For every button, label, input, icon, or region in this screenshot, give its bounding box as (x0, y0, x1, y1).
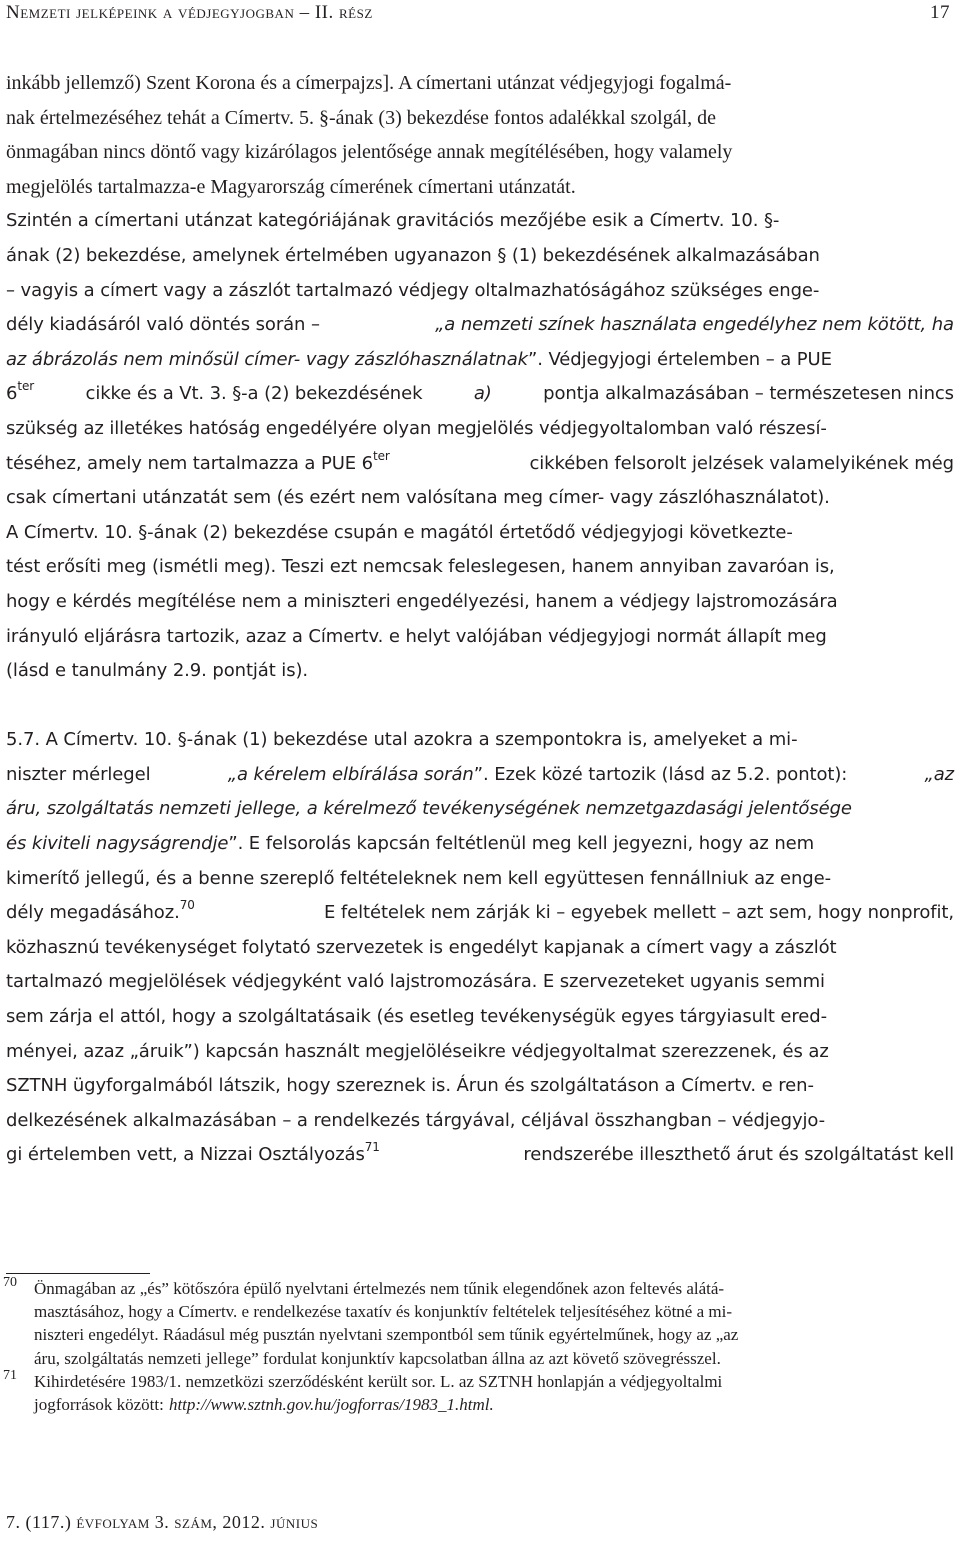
footnote-ref-70[interactable]: 70 (179, 898, 195, 913)
footnote-line (0, 1393, 954, 1416)
footnote-link[interactable]: http://www.sztnh.gov.hu/jogforras/1983_1.html. (168, 1394, 494, 1414)
text-span: niszter mérlegel (6, 763, 151, 785)
text-line (6, 239, 954, 274)
italic-quote: „a kérelem elbírálása során (227, 763, 474, 785)
text-line (6, 481, 954, 516)
text-span: önmagában nincs döntő vagy kizárólagos jelentősége annak megítélésében, hogy valamely (6, 141, 733, 164)
text-span: kimerítő jellegű, és a benne szereplő feltételeknek nem kell együttesen fennállniuk az enge- (6, 867, 831, 889)
text-span: irányuló eljárásra tartozik, azaz a Címertv. e helyt valójában védjegyjogi normát állapít meg (6, 625, 827, 647)
text-line (6, 654, 954, 689)
footnote-line (0, 1300, 954, 1323)
text-line (6, 585, 954, 620)
text-span: 5.7. A Címertv. 10. §-ának (1) bekezdése utal azokra a szempontokra is, amelyeket a mi- (6, 729, 798, 751)
issue-footer: 7. (117.) évfolyam 3. szám, 2012. június (6, 1512, 319, 1532)
text-line (6, 792, 954, 827)
text-span: szükség az illetékes hatóság engedélyére olyan megjelölés védjegyoltalomban való részesí- (6, 417, 827, 439)
footnote-number: 70 (3, 1275, 17, 1290)
text-line (6, 620, 954, 655)
text-line (6, 170, 954, 205)
italic-quote: „az (924, 763, 954, 785)
text-line (6, 1000, 954, 1035)
text-line (6, 516, 954, 551)
text-span: cikkében felsorolt jelzések valamelyikének még (529, 452, 954, 474)
text-span: dély kiadásáról való döntés során – (6, 314, 320, 336)
text-span: rendszerébe illeszthető árut és szolgáltatást kell (523, 1144, 954, 1166)
text-span: 6 (6, 383, 18, 405)
text-span: ”. Védjegyjogi értelemben – a PUE (527, 348, 832, 370)
text-span: (lásd e tanulmány 2.9. pontját is). (6, 660, 309, 682)
text-line (6, 274, 954, 309)
footnote-line (0, 1367, 954, 1393)
text-span: A Címertv. 10. §-ának (2) bekezdése csupán e magától értetődő védjegyjogi következte- (6, 521, 793, 543)
italic-quote: áru, szolgáltatás nemzeti jellege, a kérelmező tevékenységének nemzetgazdasági jelentősége (6, 798, 852, 820)
running-header (6, 2, 950, 30)
text-line (6, 447, 954, 482)
footnote-number: 71 (3, 1367, 17, 1383)
text-line (6, 723, 954, 758)
text-line (6, 204, 954, 239)
text-span: tést erősíti meg (ismétli meg). Teszi ezt nemcsak feleslegesen, hanem annyiban zavaróan is, (6, 556, 835, 578)
page-number: 17 (930, 2, 950, 23)
text-span: niszteri engedélyt. Ráadásul még pusztán nyelvtani szempontból sem tűnik egyértelműnek, hogy az „az (34, 1325, 739, 1345)
text-line (6, 758, 954, 793)
italic-quote: „a nemzeti színek használata engedélyhez nem kötött, ha (435, 314, 954, 336)
text-line (6, 550, 954, 585)
main-text (6, 66, 954, 1173)
italic-text: a) (473, 383, 492, 405)
text-line (6, 412, 954, 447)
text-span: Kihirdetésére 1983/1. nemzetközi szerződésként került sor. L. az SZTNH honlapján a védjegyoltalmi (34, 1371, 723, 1391)
text-span: hogy e kérdés megítélése nem a miniszteri engedélyezési, hanem a védjegy lajstromozására (6, 590, 838, 612)
text-line (6, 965, 954, 1000)
text-line (6, 827, 954, 862)
text-span: sem zárja el attól, hogy a szolgáltatásaik (és esetleg tevékenységük egyes tárgyiasult ered- (6, 1006, 827, 1028)
text-span: nak értelmezéséhez tehát a Címertv. 5. §-ának (3) bekezdése fontos adalékkal szolgál, de (6, 106, 717, 129)
text-span: ményei, azaz „áruik”) kapcsán használt megjelöléseikre védjegyoltalmat szerezzenek, és az (6, 1040, 829, 1062)
text-span: pontja alkalmazásában – természetesen nincs (543, 383, 954, 405)
text-span: SZTNH ügyforgalmából látszik, hogy szereznek is. Árun és szolgáltatáson a Címertv. e ren- (6, 1075, 814, 1097)
text-line (6, 1138, 954, 1173)
text-span: – vagyis a címert vagy a zászlót tartalmazó védjegy oltalmazhatóságához szükséges enge- (6, 279, 820, 301)
text-span: ának (2) bekezdése, amelynek értelmében ugyanazon § (1) bekezdésének alkalmazásában (6, 244, 820, 266)
footnote-ref-71[interactable]: 71 (364, 1140, 380, 1155)
footnote-line (0, 1277, 954, 1300)
text-span: megjelölés tartalmazza-e Magyarország címerének címertani utánzatát. (6, 175, 576, 198)
text-span: csak címertani utánzatát sem (és ezért nem valósítana meg címer- vagy zászlóhasználatot). (6, 487, 830, 509)
text-span: Önmagában az „és” kötőszóra épülő nyelvtani értelmezés nem tűnik elegendőnek azon feltevés alátá- (34, 1279, 725, 1298)
text-line (6, 1069, 954, 1104)
text-span: ”. E felsorolás kapcsán feltétlenül meg kell jegyezni, hogy az nem (228, 833, 815, 855)
text-span: téséhez, amely nem tartalmazza a PUE 6 (6, 452, 374, 474)
text-span: gi értelemben vett, a Nizzai Osztályozás (6, 1144, 365, 1166)
text-line (6, 377, 954, 412)
text-line (6, 931, 954, 966)
text-line (6, 896, 954, 931)
footnote-rule (6, 1273, 150, 1274)
paragraph-gap (6, 689, 954, 724)
text-line (6, 343, 954, 378)
text-span: dély megadásához. (6, 902, 180, 924)
running-title: Nemzeti jelképeink a védjegyjogban – II. rész (6, 2, 373, 23)
text-span: áru, szolgáltatás nemzeti jellege” fordulat konjunktív kapcsolatban állna az azt követő szövegrésszel. (34, 1348, 721, 1368)
superscript: ter (373, 448, 390, 463)
text-span: jogforrások között: (34, 1394, 164, 1414)
text-span: inkább jellemző) Szent Korona és a címerpajzs]. A címertani utánzat védjegyjogi fogalmá- (6, 72, 732, 94)
text-line (6, 1104, 954, 1139)
text-span: tartalmazó megjelölések védjegyként való lajstromozására. E szervezeteket ugyanis semmi (6, 971, 825, 993)
text-span: ”. Ezek közé tartozik (lásd az 5.2. pontot): (473, 763, 848, 785)
text-line (6, 66, 954, 101)
text-span: masztásához, hogy a Címertv. e rendelkezése taxatív és konjunktív feltételek teljesítéséhez kötné a mi- (34, 1302, 732, 1322)
text-line (6, 135, 954, 170)
text-span: Szintén a címertani utánzat kategóriájának gravitációs mezőjébe esik a Címertv. 10. §- (6, 210, 780, 232)
superscript: ter (17, 379, 35, 394)
footnote-line (0, 1347, 954, 1370)
text-span: E feltételek nem zárják ki – egyebek mellett – azt sem, hogy nonprofit, (324, 902, 954, 924)
italic-quote: és kiviteli nagyságrendje (6, 833, 229, 855)
footnote-line (0, 1323, 954, 1346)
text-line (6, 862, 954, 897)
italic-quote: az ábrázolás nem minősül címer- vagy zászlóhasználatnak (6, 348, 528, 370)
text-line (6, 101, 954, 136)
footnotes (0, 1277, 954, 1416)
text-span: delkezésének alkalmazásában – a rendelkezés tárgyával, céljával összhangban – védjegyjo- (6, 1109, 826, 1131)
text-span: közhasznú tevékenységet folytató szervezetek is engedélyt kapjanak a címert vagy a zászlót (6, 936, 837, 958)
text-span: cikke és a Vt. 3. §-a (2) bekezdésének (85, 383, 423, 405)
text-line (6, 308, 954, 343)
text-line (6, 1035, 954, 1070)
